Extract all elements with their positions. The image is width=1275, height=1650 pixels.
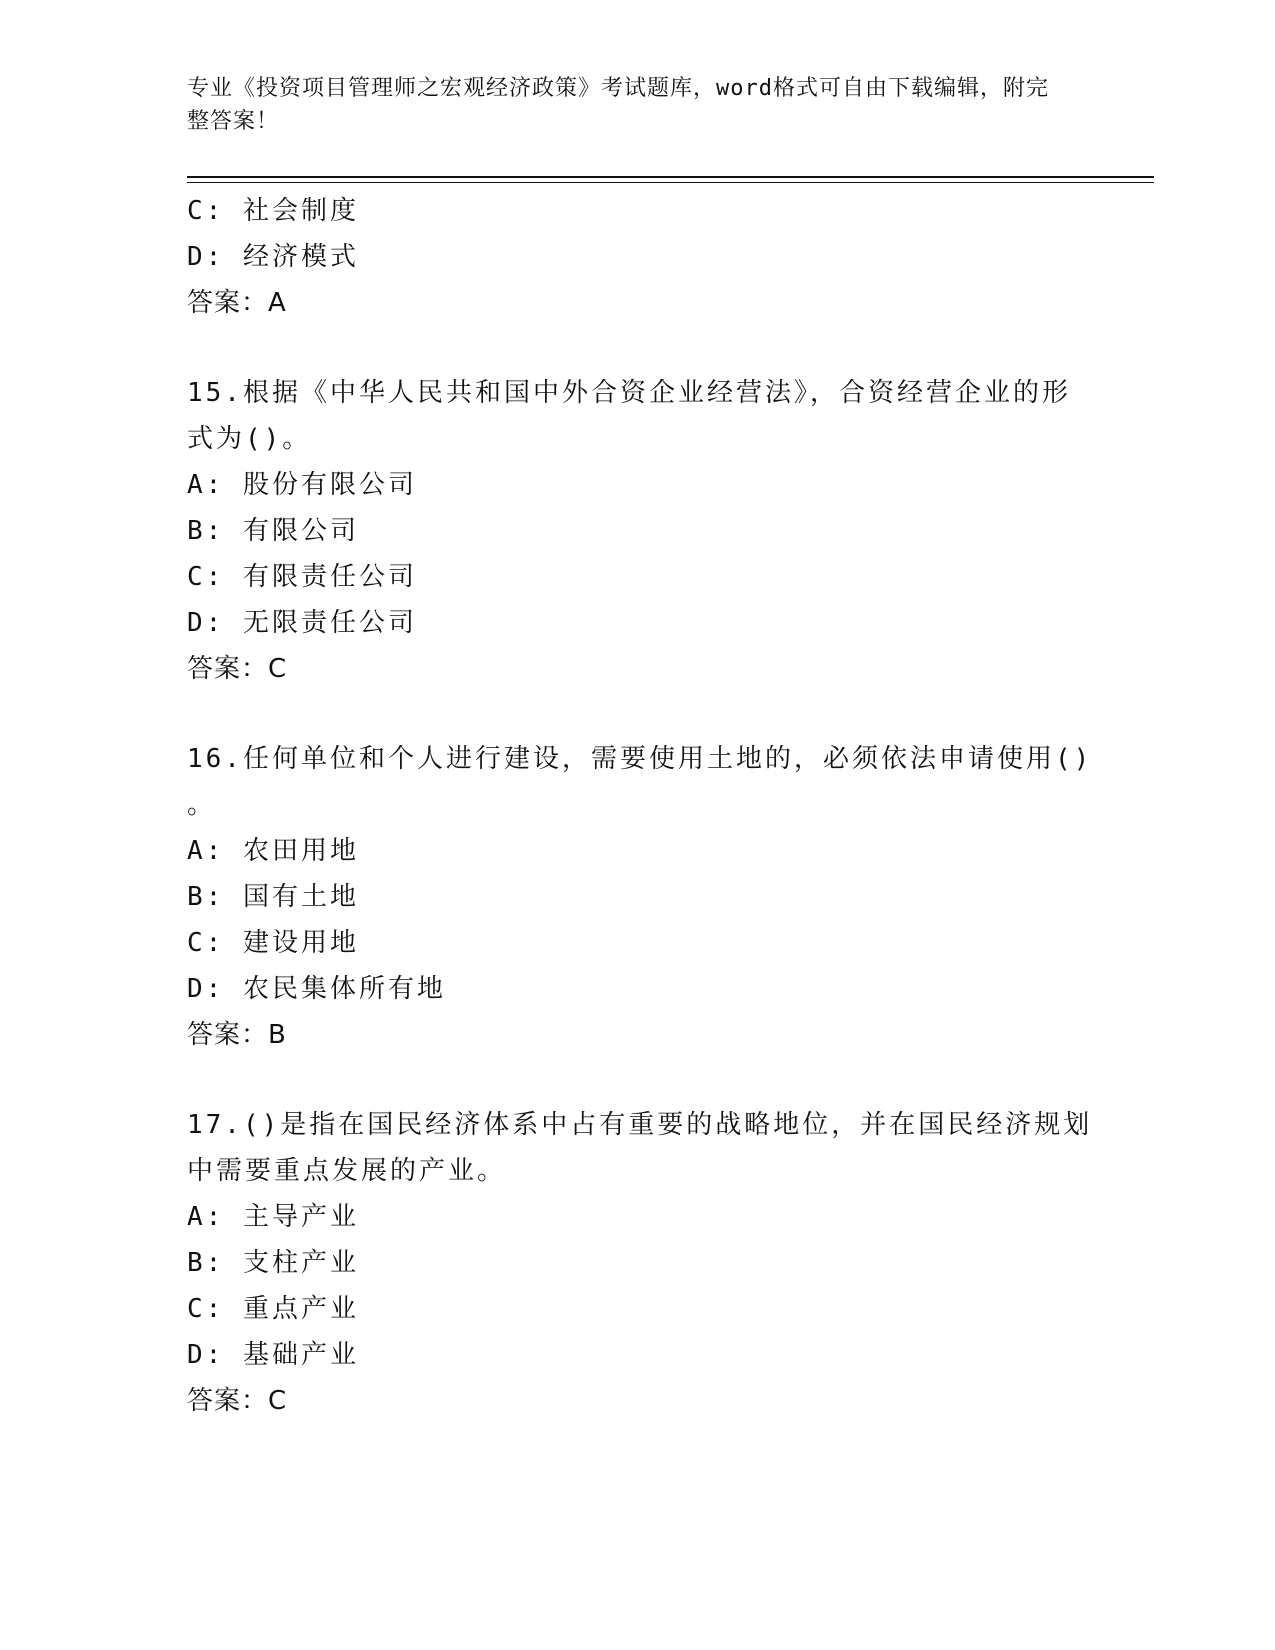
header-rule-thin	[187, 182, 1154, 183]
option-d: D: 经济模式	[187, 242, 359, 272]
question-fragment	[187, 188, 1087, 326]
option-b: B: 国有土地	[187, 882, 359, 912]
option-a: A: 股份有限公司	[187, 470, 417, 500]
option-c: C: 建设用地	[187, 928, 359, 958]
option-c: C: 重点产业	[187, 1294, 359, 1324]
question-text: 16.任何单位和个人进行建设，需要使用土地的，必须依法申请使用()	[187, 744, 1093, 774]
page-header: 专业《投资项目管理师之宏观经济政策》考试题库，word格式可自由下载编辑，附完整答案！	[187, 76, 1049, 134]
option-d: D: 无限责任公司	[187, 608, 417, 638]
option-d: D: 基础产业	[187, 1340, 359, 1370]
document-body	[187, 188, 1093, 1424]
question-text-cont: 中需要重点发展的产业。	[187, 1156, 507, 1186]
answer-line: 答案：C	[187, 654, 288, 684]
option-a: A: 农田用地	[187, 836, 359, 866]
option-b: B: 有限公司	[187, 516, 359, 546]
question-text: 17.()是指在国民经济体系中占有重要的战略地位，并在国民经济规划	[187, 1110, 1093, 1140]
answer-line: 答案：A	[187, 288, 287, 318]
question-16	[187, 736, 1093, 1058]
option-b: B: 支柱产业	[187, 1248, 359, 1278]
answer-line: 答案：B	[187, 1020, 287, 1050]
answer-line: 答案：C	[187, 1386, 288, 1416]
question-15	[187, 370, 1087, 692]
option-a: A: 主导产业	[187, 1202, 359, 1232]
option-c: C: 社会制度	[187, 196, 359, 226]
question-text: 15.根据《中华人民共和国中外合资企业经营法》，合资经营企业的形	[187, 378, 1071, 408]
question-17	[187, 1102, 1093, 1424]
question-text-cont: 。	[187, 790, 217, 820]
question-text-cont: 式为()。	[187, 424, 312, 454]
option-d: D: 农民集体所有地	[187, 974, 446, 1004]
header-rule-thick	[187, 176, 1154, 178]
option-c: C: 有限责任公司	[187, 562, 417, 592]
